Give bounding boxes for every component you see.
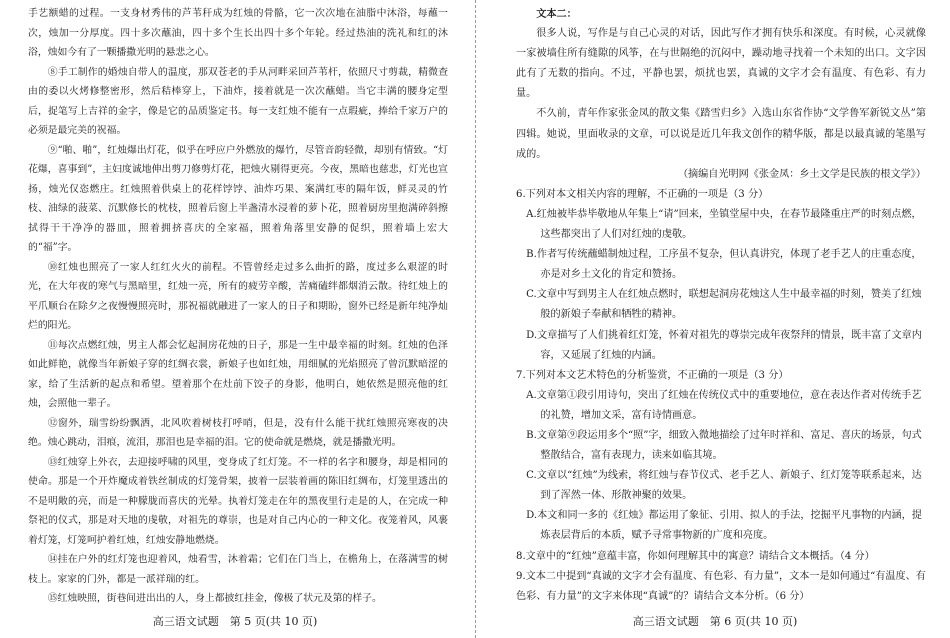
answer-option: D.文章描写了人们挑着红灯笼，怀着对祖先的尊崇完成年夜祭拜的情景，既丰富了文章内容，又延展了红烛的内涵。 — [526, 329, 922, 361]
question-6 — [516, 185, 926, 366]
text-two-paragraph: 很多人说，写作是与自己心灵的对话，因此写作才拥有快乐和深度。有时候，心灵就像一家被墙住所有缝隙的风筝，在与世隔绝的沉闷中，躁动地寻找着一个未知的出口。文字因此有了无数的指向。不过，平静也罢，烦扰也罢，真诚的文字才会有温度、有色彩、有力量。 — [516, 28, 926, 100]
page-6 — [480, 0, 950, 638]
page-footer: 高三语文试题 第 5 页(共 10 页) — [152, 615, 318, 628]
paragraph-10: ⑩红烛也照亮了一家人红红火火的前程。不管曾经走过多么曲折的路，度过多么艰涩的时光，在大年夜的寒气与黑暗里，红烛一亮，所有的疲劳辛酸，苦痛磕绊都烟消云散。待红烛上的平爪顺台在除夕之夜慢慢照亮时，那祝福就融进了一家人的日子和期盼，窗外已经是新年纯净灿烂的阳光。 — [28, 261, 448, 331]
question-stem: 6.下列对本文相关内容的理解，不正确的一项是（3 分） — [516, 188, 769, 200]
paragraph-9: ⑨“啪、啪”，红烛爆出灯花，似乎在呼应户外燃放的爆竹，尽管音韵轻微，却别有情致。“灯花爆，喜事到”，主妇度诚地伸出剪刀修剪灯花，把烛火剔得更亮。今夜，黑暗也慈悲，灯光也宣扬，烛光仅恣燃庄。红烛照着供桌上的花样饽饽、油炸巧果、案满红枣的隔年饭，鲜灵灵的竹枝、油绿的菠菜、沉默修长的枕枝，照着后窗上半盏清水浸着的萝卜花，照着厨房里抱满碎斜擦拭得干干净净的器皿，照着拥挤喜庆的全家福，照着角落里安静的促织，照着墙上宏大的“福”字。 — [28, 144, 448, 253]
paragraph-12: ⑫窗外，瑞雪纷纷飘洒，北风吹着树枝打呼哨，但是，没有什么能干扰红烛照亮寒夜的决绝。烛心跳动，泪痕，流泪，那泪也是幸福的泪。它的使命就是燃烧，就是播撒光明。 — [28, 417, 448, 448]
page-footer: 高三语文试题 第 6 页(共 10 页) — [632, 615, 798, 628]
source-citation: （摘编自光明网《张金凤：乡土文学是民族的根文学》） — [677, 168, 926, 180]
answer-option: C.文章以“红烛”为线索，将红烛与春节仪式、老手艺人、新娘子、红灯笼等联系起来，达到了浑然一体、形散神聚的效果。 — [526, 470, 922, 502]
paragraph-7-continued: 手艺额蜡的过程。一支身材秀伟的芦苇秆成为红烛的骨骼，它一次次地在油脂中沐浴，每蘸一次，烛加一分厚度。四十多次蘸油，四十多个生长出四十多个年轮。经过热油的洗礼和红的沐浴，烛如今有了一颗播撒光明的悬悲之心。 — [28, 8, 448, 58]
text-two-and-questions-column — [516, 4, 926, 607]
answer-option: A.红烛被毕恭毕敬地从年集上“请”回来，坐镇堂屋中央，在春节最隆重庄严的时刻点燃，这些都突出了人们对红烛的虔敬。 — [526, 208, 922, 241]
answer-option: C.文章中写到男主人在红烛点燃时，联想起洞房花烛这人生中最幸福的时刻，赞美了红烛般的新娘子奉献和牺牲的精神。 — [526, 289, 922, 321]
answer-option: B.文章第⑨段运用多个“照”字，细致入微地描绘了过年时祥和、富足、喜庆的场景，句式整散结合，富有表现力，读来如临其境。 — [526, 429, 922, 462]
question-stem: 7.下列对本文艺术特色的分析鉴赏，不正确的一项是（3 分） — [516, 369, 789, 381]
question-7 — [516, 366, 926, 547]
text-two-heading: 文本二： — [536, 8, 577, 20]
text-one-column — [28, 4, 448, 609]
answer-option: D.本文和同一多的《红烛》都运用了象征、引用、拟人的手法，挖掘平凡事物的内涵，提炼表层背后的本质，赋予寻常事物新的广度和亮度。 — [526, 510, 922, 542]
text-two-paragraph: 不久前，青年作家张金凤的散文集《踏雪归乡》入选山东省作协“文学鲁军新锐文丛”第四辑。她说，里面收录的文章，可以说是近几年我文创作的精华版，都是以最真诚的笔墨写成的。 — [516, 108, 926, 160]
paragraph-14: ⑭挂在户外的红灯笼也迎着风，烛看雪，沐着霜；它们在门当上，在檐角上，在落满雪的树枝上。家家的门外，都是一派祥瑞的红。 — [28, 554, 448, 585]
answer-option: B.作者写传统蘸蜡制烛过程，工序虽不复杂，但认真讲究，体现了老手艺人的庄重态度，亦是对乡土文化的肯定和赞扬。 — [526, 249, 922, 281]
paragraph-13: ⑬红烛穿上外衣，去迎接呼啸的风里，变身成了红灯笼。不一样的名字和腰身，却是相同的使命。那是一个开炸魔成着铁丝制成的灯笼骨架，披着一层装着画的陈旧红绸布，灯笼里透出的不是明敞的亮，而是一种朦胧而喜庆的光晕。执着灯笼走在年的黑夜里行走是的人，在完成一种祭祀的仪式，那是对天地的虔敬，对祖先的尊崇，也是对自己内心的一种文化。夜笼着风，风裹着灯笼，灯笼呵护着红烛，红烛安静地燃烧。 — [28, 456, 448, 546]
paragraph-8: ⑧手工制作的婚烛自带人的温度，那双苍老的手从河畔采回芦苇杆，依照尺寸剪裁，精微查由的委以火烤修整密形，然后秸棒穿上，下油炸，接着就是一次次蘸蜡。当它丰满的腰身定型后，捉笔写上吉祥的金字，像是它的品质鉴定书。每一支红烛不能有一点瑕疵，捧给千家万户的必须是最完美的祝福。 — [28, 66, 448, 136]
page-5 — [0, 0, 470, 638]
page-divider — [475, 0, 476, 638]
question-8: 8.文章中的“红烛”意蕴丰富，你如何理解其中的寓意？请结合文本概括。（4 分） — [516, 550, 875, 562]
paragraph-15: ⑮红烛映照，街巷间进出出的人，身上都披红挂金，像极了状元及第的样子。 — [47, 593, 382, 604]
question-9: 9.文本二中提到“真诚的文字才会有温度、有色彩、有力量”，文本一是如何通过“有温度、有色彩、有力量”的文字来体现“真诚”的？请结合文本分析。（6 分） — [516, 570, 926, 602]
answer-option: A.文章第①段引用诗句，突出了红烛在传统仪式中的重要地位，意在表达作者对传统手艺的礼赞，增加文采，富有诗情画意。 — [526, 389, 922, 421]
paragraph-11: ⑪每次点燃红烛，男主人都会忆起洞房花烛的日子，那是一生中最幸福的时刻。红烛的色泽如此鲜艳，就像当年新娘子穿的红绸衣裳，新娘子也如红烛，用细腻的光焰照亮了曾沉默暗涩的家，给了生活新的起点和希望。望着那个在灶前下饺子的身影，他明白，她依然是照亮他的红烛，会照他一辈子。 — [28, 339, 448, 409]
